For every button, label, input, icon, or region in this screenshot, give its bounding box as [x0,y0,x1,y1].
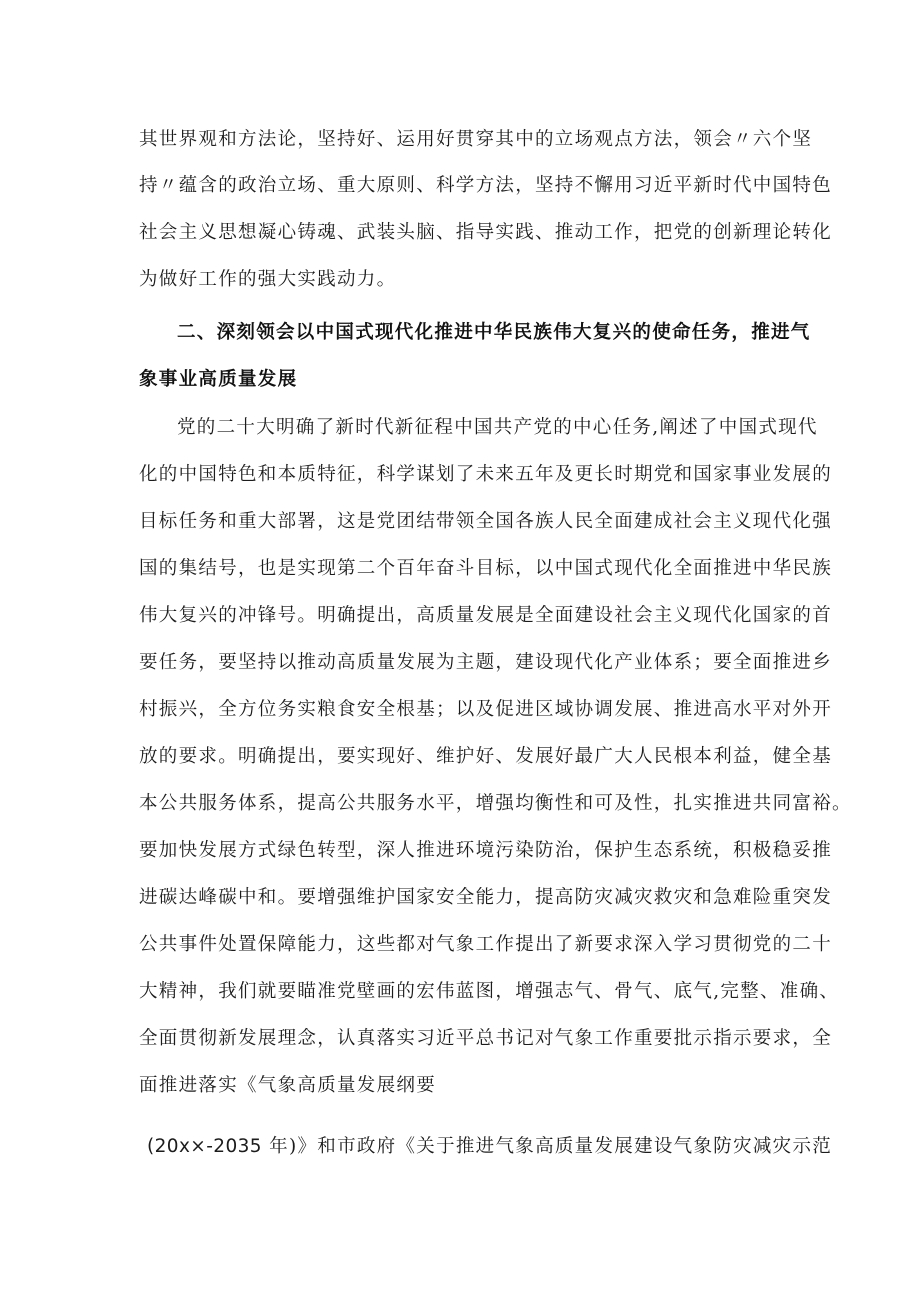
paragraph-2-line-16 [147,1135,832,1159]
paragraph-2-line-14: 全面贯彻新发展理念，认真落实习近平总书记对气象工作重要批示指示要求，全 [139,1028,833,1049]
paragraph-2-line-15: 面推进落实《气象高质量发展纲要 [139,1075,437,1096]
paragraph-2-line-9: 本公共服务体系，提高公共服务水平，增强均衡性和可及性，扎实推进共同富裕。 [139,793,852,814]
paragraph-2-line-12: 公共事件处置保障能力，这些都对气象工作提出了新要求深入学习贯彻党的二十 [139,934,833,955]
paragraph-2-line-1: 党的二十大明确了新时代新征程中国共产党的中心任务,阐述了中国式现代 [177,417,818,438]
year-range-text: (20x×-2035 [147,1136,262,1157]
paragraph-1-line-3: 社会主义思想凝心铸魂、武装头脑、指导实践、推动工作，把党的创新理论转化 [139,222,833,243]
paragraph-2-line-6: 要任务，要坚持以推动高质量发展为主题，建设现代化产业体系；要全面推进乡 [139,652,833,673]
paragraph-2-line-8: 放的要求。明确提出，要实现好、维护好、发展好最广大人民根本利益，健全基 [139,746,833,767]
paragraph-2-line-13: 大精神，我们就要瞄准党壁画的宏伟蓝图，增强志气、骨气、底气,完整、准确、 [139,981,840,1002]
paragraph-2-line-7: 村振兴，全方位务实粮食安全根基；以及促进区域协调发展、推进高水平对外开 [139,699,833,720]
section-heading-line-1: 二、深刻领会以中国式现代化推进中华民族伟大复兴的使命任务，推进气 [177,322,811,343]
paragraph-2-line-2: 化的中国特色和本质特征，科学谋划了未来五年及更长时期党和国家事业发展的 [139,464,833,485]
paragraph-2-line-10: 要加快发展方式绿色转型，深人推进环境污染防治，保护生态系统，积极稳妥推 [139,840,833,861]
paragraph-1-line-4: 为做好工作的强大实践动力。 [139,269,397,290]
section-heading-line-2: 象事业高质量发展 [139,369,298,390]
paragraph-2-line-3: 目标任务和重大部署，这是党团结带领全国各族人民全面建成社会主义现代化强 [139,511,833,532]
paragraph-1-line-2: 持〃蕴含的政治立场、重大原则、科学方法，坚持不懈用习近平新时代中国特色 [139,175,833,196]
paragraph-2-line-11: 进碳达峰碳中和。要增强维护国家安全能力，提高防灾减灾救灾和急难险重突发 [139,887,833,908]
paragraph-2-line-16-rest: 年)》和市政府《关于推进气象高质量发展建设气象防灾减灾示范 [261,1136,833,1157]
paragraph-1-line-1: 其世界观和方法论，坚持好、运用好贯穿其中的立场观点方法，领会〃六个坚 [139,129,813,150]
paragraph-2-line-4: 国的集结号，也是实现第二个百年奋斗目标，以中国式现代化全面推进中华民族 [139,558,833,579]
paragraph-2-line-5: 伟大复兴的冲锋号。明确提出，高质量发展是全面建设社会主义现代化国家的首 [139,605,833,626]
